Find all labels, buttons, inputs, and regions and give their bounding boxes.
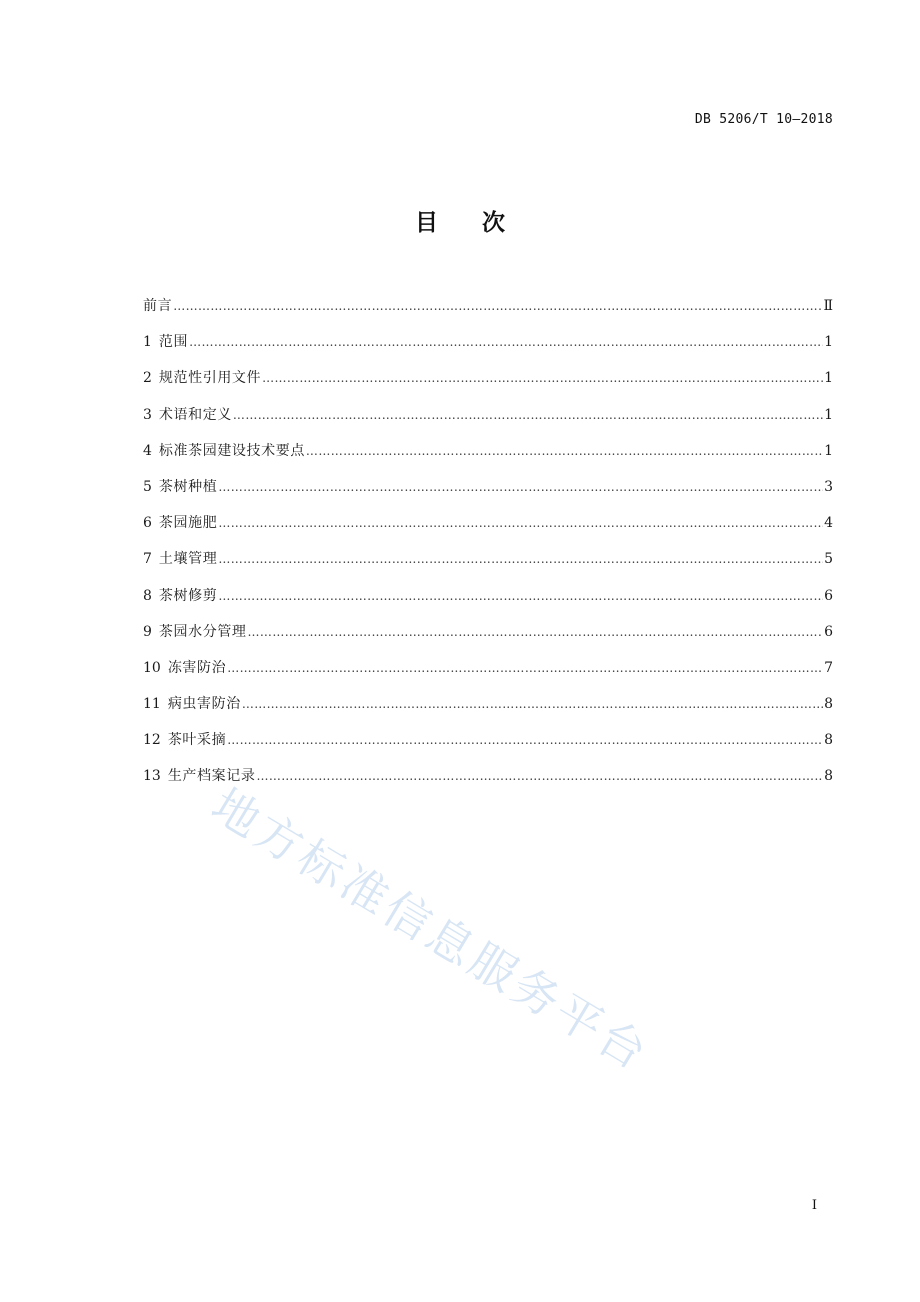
toc-entry-8[interactable]: [143, 584, 833, 620]
toc-entry-label: 规范性引用文件: [158, 370, 262, 387]
toc-entry-number: 8: [143, 587, 152, 604]
toc-entry-number: 9: [143, 623, 152, 640]
toc-entry-3[interactable]: [143, 403, 833, 439]
toc-leader-dots: [218, 584, 823, 608]
toc-entry-number: 2: [143, 370, 152, 387]
toc-entry-page: 7: [824, 659, 833, 676]
toc-entry-page: 8: [824, 696, 833, 713]
toc-entry-page: 3: [824, 478, 833, 495]
toc-entry-label: 生产档案记录: [167, 768, 256, 785]
table-of-contents: [143, 294, 833, 801]
toc-entry-12[interactable]: [143, 728, 833, 764]
toc-entry-label: 冻害防治: [167, 659, 227, 676]
toc-entry-4[interactable]: [143, 439, 833, 475]
toc-leader-dots: [248, 620, 824, 644]
toc-entry-7[interactable]: [143, 547, 833, 583]
toc-leader-dots: [218, 547, 823, 571]
toc-entry-label: 茶树修剪: [158, 587, 218, 604]
toc-entry-page: 6: [824, 623, 833, 640]
toc-entry-number: 13: [143, 768, 161, 785]
toc-entry-1[interactable]: [143, 330, 833, 366]
toc-entry-number: 5: [143, 478, 152, 495]
title-char-1: 目: [415, 210, 438, 236]
toc-entry-13[interactable]: [143, 764, 833, 800]
toc-entry-page: 5: [824, 551, 833, 568]
page-number: I: [811, 1198, 817, 1213]
toc-entry-number: 11: [143, 696, 161, 713]
toc-entry-label: 土壤管理: [158, 551, 218, 568]
title-char-2: 次: [482, 210, 505, 236]
toc-entry-label: 茶树种植: [158, 478, 218, 495]
toc-entry-number: 4: [143, 442, 152, 459]
toc-entry-number: 12: [143, 732, 161, 749]
toc-leader-dots: [173, 294, 822, 318]
toc-entry-6[interactable]: [143, 511, 833, 547]
toc-entry-page: 6: [824, 587, 833, 604]
toc-entry-5[interactable]: [143, 475, 833, 511]
toc-leader-dots: [227, 728, 823, 752]
toc-entry-number: 6: [143, 515, 152, 532]
standard-code: DB 5206/T 10—2018: [694, 112, 833, 127]
toc-entry-label: 范围: [158, 334, 189, 351]
toc-entry-9[interactable]: [143, 620, 833, 656]
toc-entry-label: 茶园施肥: [158, 515, 218, 532]
toc-entry-label: 前言: [143, 298, 173, 314]
toc-entry-page: 1: [824, 370, 833, 387]
page-title: [0, 204, 920, 237]
toc-entry-2[interactable]: [143, 366, 833, 402]
toc-entry-number: 1: [143, 334, 152, 351]
toc-entry-page: 8: [824, 732, 833, 749]
toc-entry-page: 8: [824, 768, 833, 785]
toc-entry-number: 7: [143, 551, 152, 568]
toc-entry-page: 1: [824, 406, 833, 423]
toc-leader-dots: [218, 475, 823, 499]
toc-entry-page: 4: [824, 515, 833, 532]
watermark: 地方标准信息服务平台: [202, 777, 659, 1082]
toc-leader-dots: [242, 692, 823, 716]
toc-leader-dots: [218, 511, 823, 535]
toc-entry-number: 10: [143, 659, 161, 676]
toc-leader-dots: [233, 403, 823, 427]
toc-leader-dots: [306, 439, 823, 463]
toc-entry-page: 1: [824, 442, 833, 459]
toc-entry-label: 茶叶采摘: [167, 732, 227, 749]
toc-entry-label: 茶园水分管理: [158, 623, 247, 640]
toc-leader-dots: [256, 764, 823, 788]
toc-entry-label: 术语和定义: [158, 406, 232, 423]
toc-entry-foreword[interactable]: [143, 294, 833, 330]
toc-leader-dots: [189, 330, 823, 354]
toc-leader-dots: [227, 656, 823, 680]
toc-entry-label: 标准茶园建设技术要点: [158, 442, 305, 459]
toc-entry-page: Ⅱ: [823, 298, 833, 314]
toc-entry-11[interactable]: [143, 692, 833, 728]
toc-entry-number: 3: [143, 406, 152, 423]
toc-entry-page: 1: [824, 334, 833, 351]
toc-leader-dots: [262, 366, 823, 390]
toc-entry-label: 病虫害防治: [167, 696, 241, 713]
toc-entry-10[interactable]: [143, 656, 833, 692]
